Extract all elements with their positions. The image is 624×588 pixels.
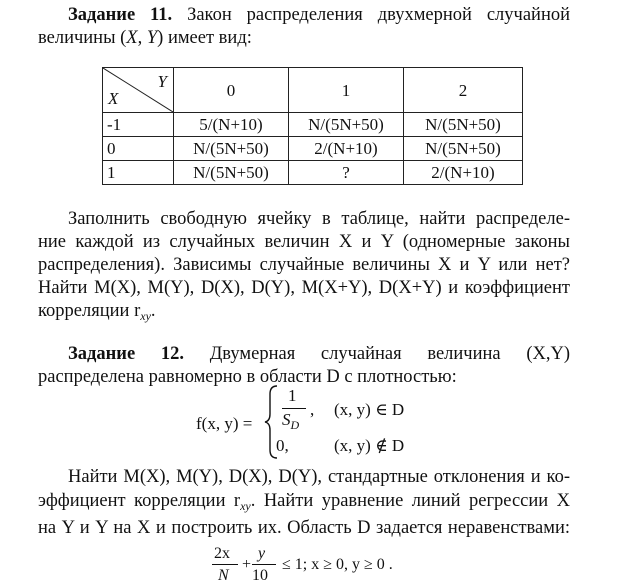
- case2-value: 0,: [276, 436, 289, 455]
- row-header: -1: [103, 113, 174, 137]
- distribution-table: [102, 67, 523, 185]
- table-cell: 2/(N+10): [289, 137, 404, 161]
- r-subscript: xy: [140, 309, 151, 323]
- table-row: [103, 161, 523, 185]
- table-corner-cell: [103, 68, 174, 113]
- task12-text-line2-rest: . Найти уравнение линий регрессии X: [250, 491, 570, 511]
- inequality: [212, 542, 412, 588]
- table-cell: N/(5N+50): [404, 137, 523, 161]
- frac1-denominator: N: [218, 567, 229, 584]
- table-row: [103, 137, 523, 161]
- table-cell: 2/(N+10): [404, 161, 523, 185]
- task11-title: Задание 11.: [68, 5, 173, 25]
- fraction-den-sub: D: [290, 418, 300, 432]
- table-cell: N/(5N+50): [174, 161, 289, 185]
- task12-text-line2: [38, 490, 570, 518]
- task12-line2: распределена равномерно в области D с плотностью:: [38, 367, 457, 387]
- frac1-numerator: 2x: [214, 545, 230, 562]
- task11-intro-line1: Закон распределения двухмерной случайной: [187, 5, 570, 25]
- task11-line1: [68, 4, 570, 27]
- case1-condition: (x, y) ∈ D: [334, 400, 405, 419]
- task11-text-line1: Заполнить свободную ячейку в таблице, найти распределе-: [68, 209, 570, 229]
- task11-text-line5-main: корреляции r: [38, 301, 141, 321]
- fraction-denominator: S: [282, 410, 291, 429]
- col-header-0: 0: [174, 68, 289, 113]
- formula-lhs: f(x, y) =: [196, 414, 253, 433]
- case1-comma: ,: [310, 400, 315, 419]
- table-cell: ?: [289, 161, 404, 185]
- table-row: [103, 113, 523, 137]
- corner-label-x: X: [108, 89, 119, 108]
- task12-text-line3: на Y и Y на X и построить их. Область D задается неравенствами:: [38, 518, 570, 538]
- table-cell: N/(5N+50): [174, 137, 289, 161]
- r-period: .: [150, 301, 156, 321]
- density-formula: [196, 384, 426, 460]
- row-header: 1: [103, 161, 174, 185]
- task12-title: Задание 12.: [68, 344, 184, 364]
- frac2-numerator: y: [258, 545, 266, 562]
- case2-condition: (x, y) ∉ D: [334, 436, 405, 455]
- task11-text-line5: [38, 300, 156, 328]
- r-subscript-12: xy: [240, 499, 251, 513]
- fraction-numerator: 1: [288, 386, 297, 405]
- table-cell: 5/(N+10): [174, 113, 289, 137]
- task12-text-line1: Найти M(X), M(Y), D(X), D(Y), стандартные отклонения и ко-: [68, 467, 570, 487]
- task12-line1: [68, 343, 570, 366]
- task11-intro-line2: величины (X, Y) имеет вид:: [38, 28, 252, 48]
- col-header-1: 1: [289, 68, 404, 113]
- plus-sign: +: [242, 556, 252, 573]
- table-cell: N/(5N+50): [404, 113, 523, 137]
- inequality-rest: ≤ 1; x ≥ 0, y ≥ 0 .: [282, 556, 393, 573]
- table-cell: N/(5N+50): [289, 113, 404, 137]
- task11-text-line4: Найти M(X), M(Y), D(X), D(Y), M(X+Y), D(X+Y) и коэффициент: [38, 278, 570, 298]
- col-header-2: 2: [404, 68, 523, 113]
- corner-label-y: Y: [157, 72, 167, 91]
- task12-text-line2-main: эффициент корреляции r: [38, 491, 241, 511]
- task12-line1-rest: Двумерная случайная величина (X,Y): [209, 344, 570, 364]
- task11-text-line2: ние каждой из случайных величин X и Y (одномерные законы: [38, 232, 570, 252]
- row-header: 0: [103, 137, 174, 161]
- task11-text-line3: распределения). Зависимы случайные величины X и Y или нет?: [38, 255, 570, 275]
- frac2-denominator: 10: [252, 567, 268, 584]
